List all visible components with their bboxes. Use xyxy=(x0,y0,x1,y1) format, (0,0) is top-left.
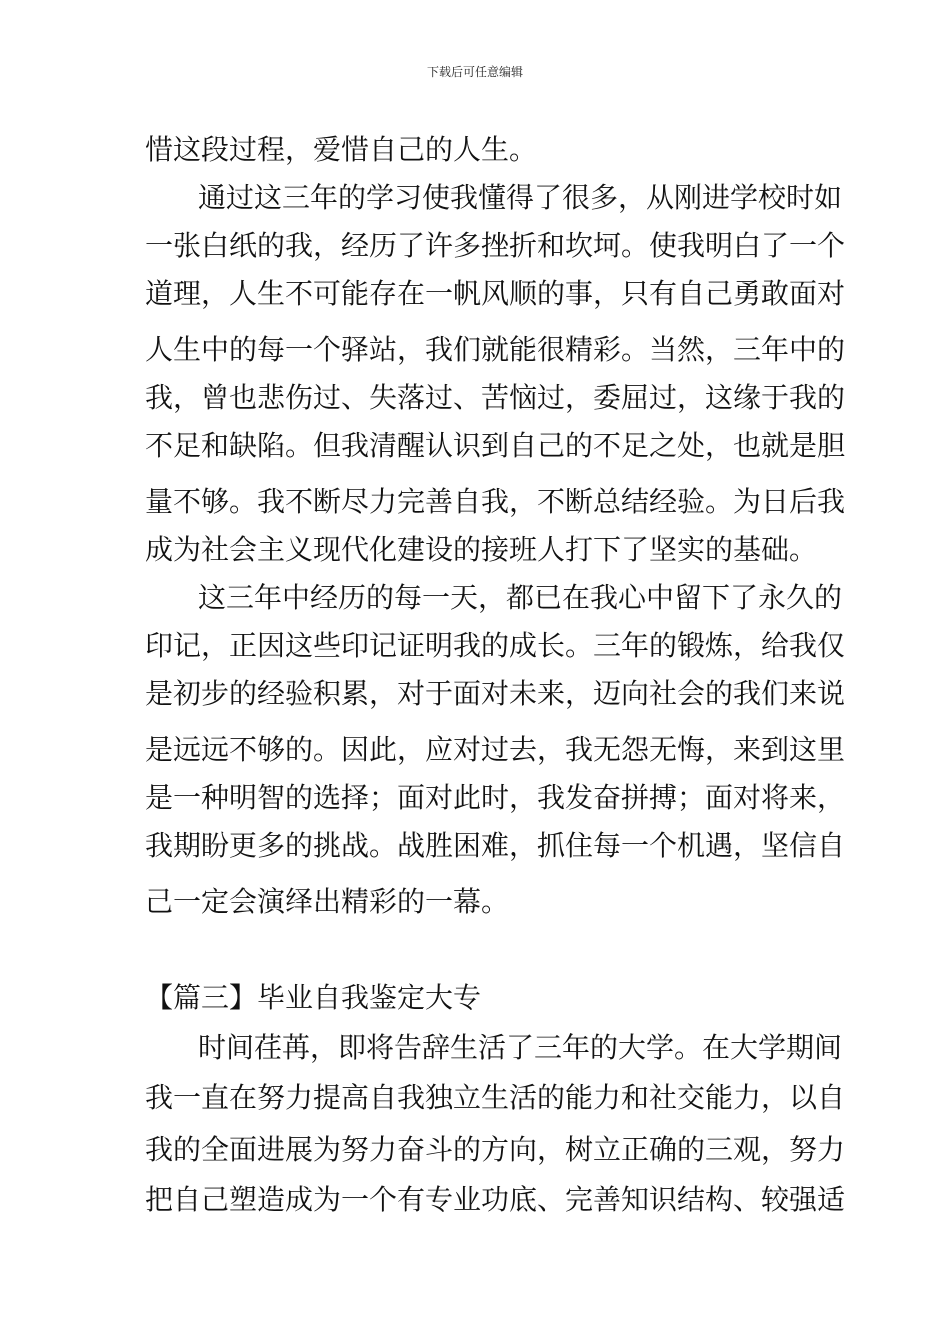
paragraph-line: 我期盼更多的挑战。战胜困难，抓住每一个机遇，坚信自 xyxy=(145,829,846,862)
paragraph-line: 把自己塑造成为一个有专业功底、完善知识结构、较强适 xyxy=(145,1183,846,1216)
paragraph-line: 是一种明智的选择；面对此时，我发奋拼搏；面对将来， xyxy=(145,781,846,814)
section-heading: 【篇三】毕业自我鉴定大专 xyxy=(145,981,482,1014)
paragraph-line: 我一直在努力提高自我独立生活的能力和社交能力，以自 xyxy=(145,1081,846,1114)
paragraph-line: 这三年中经历的每一天，都已在我心中留下了永久的 xyxy=(198,581,843,614)
paragraph-line: 道理，人生不可能存在一帆风顺的事，只有自己勇敢面对 xyxy=(145,277,846,310)
paragraph-line: 惜这段过程，爱惜自己的人生。 xyxy=(145,133,538,166)
paragraph-line: 成为社会主义现代化建设的接班人打下了坚实的基础。 xyxy=(145,533,818,566)
paragraph-line: 量不够。我不断尽力完善自我，不断总结经验。为日后我 xyxy=(145,485,846,518)
paragraph-line: 通过这三年的学习使我懂得了很多，从刚进学校时如 xyxy=(198,181,843,214)
paragraph-line: 我，曾也悲伤过、失落过、苦恼过，委屈过，这缘于我的 xyxy=(145,381,846,414)
paragraph-line: 是远远不够的。因此，应对过去，我无怨无悔，来到这里 xyxy=(145,733,846,766)
paragraph-line: 人生中的每一个驿站，我们就能很精彩。当然，三年中的 xyxy=(145,333,846,366)
page-header: 下载后可任意编辑 xyxy=(426,65,523,79)
paragraph-line: 一张白纸的我，经历了许多挫折和坎坷。使我明白了一个 xyxy=(145,229,846,262)
paragraph-line: 不足和缺陷。但我清醒认识到自己的不足之处，也就是胆 xyxy=(145,429,846,462)
paragraph-line: 是初步的经验积累，对于面对未来，迈向社会的我们来说 xyxy=(145,677,846,710)
paragraph-line: 时间荏苒，即将告辞生活了三年的大学。在大学期间 xyxy=(198,1031,843,1064)
paragraph-line: 我的全面进展为努力奋斗的方向，树立正确的三观，努力 xyxy=(145,1133,846,1166)
paragraph-line: 己一定会演绎出精彩的一幕。 xyxy=(145,885,510,918)
paragraph-line: 印记，正因这些印记证明我的成长。三年的锻炼，给我仅 xyxy=(145,629,846,662)
